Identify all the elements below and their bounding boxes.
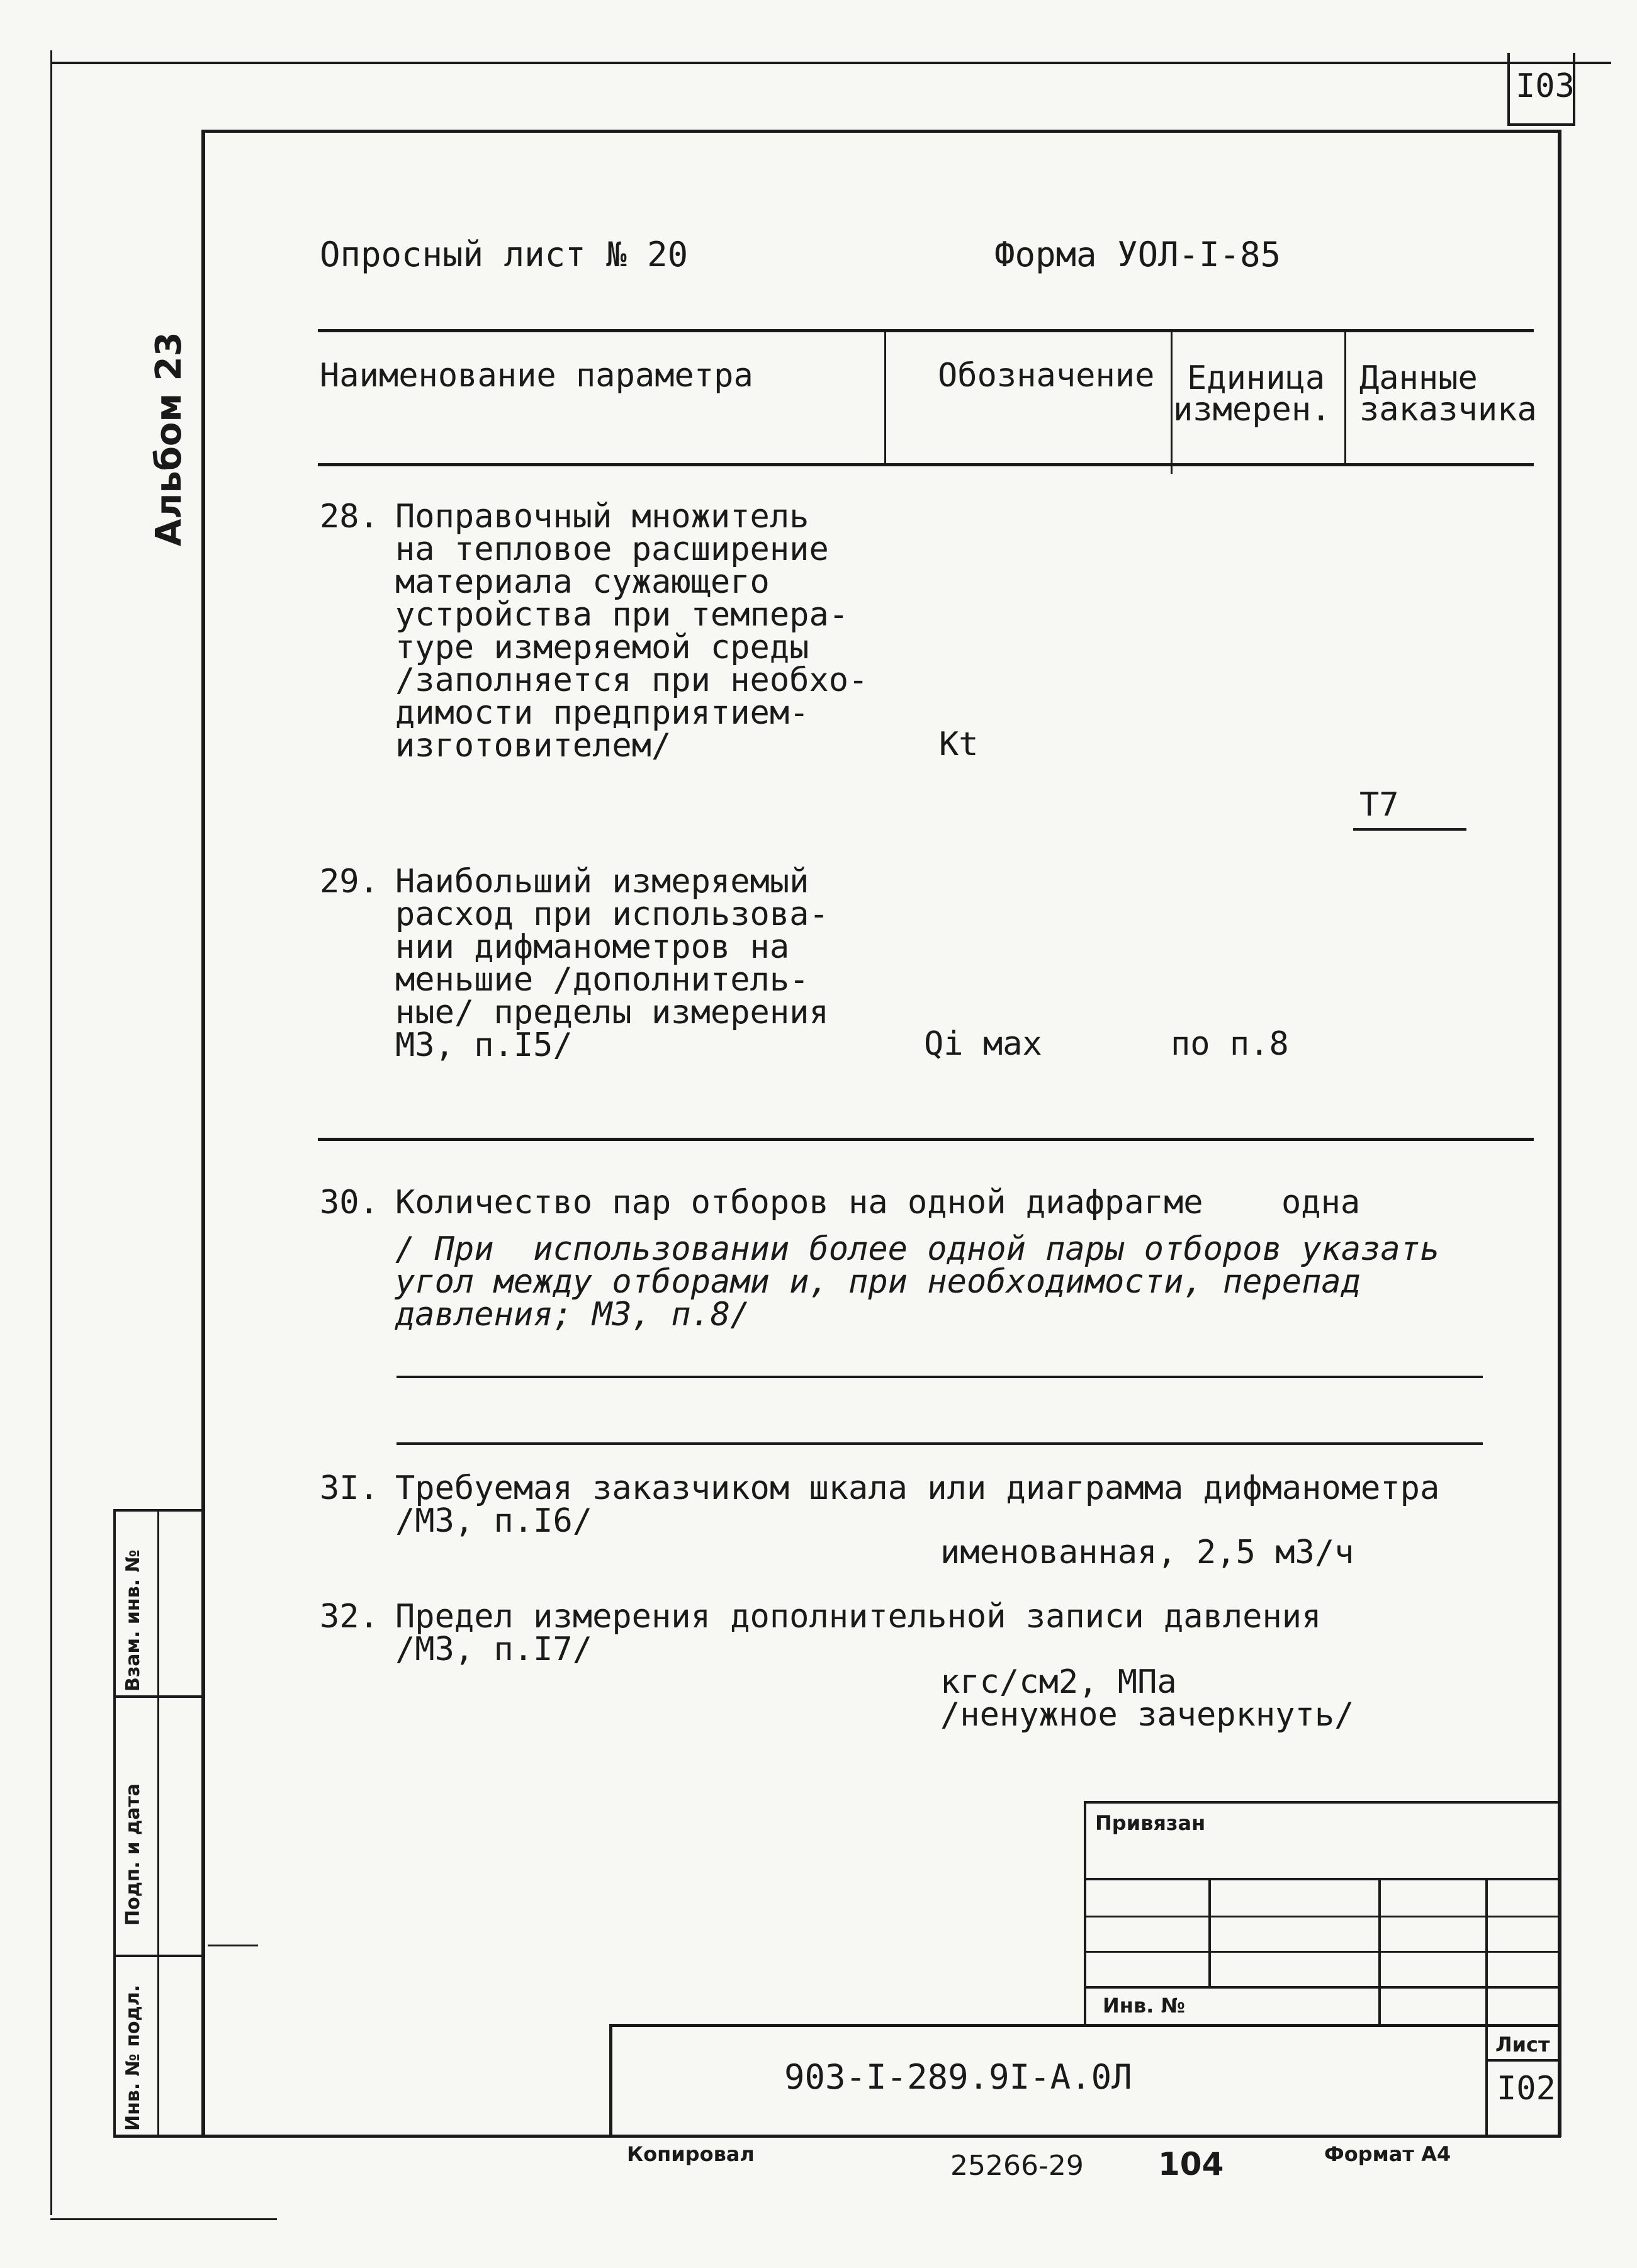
- outer-left-border: [50, 50, 52, 2215]
- item-32-number: 32.: [320, 1598, 379, 1636]
- frame-left-border: [201, 130, 205, 2137]
- privyazan-box-left: [1084, 1801, 1086, 2025]
- side-stamp-top: [113, 1509, 204, 1512]
- item-29-line: ные/ пределы измерения: [395, 994, 829, 1031]
- footer-kopiroval: Копировал: [627, 2142, 755, 2166]
- item-28-line: /заполняется при необхо-: [395, 661, 869, 699]
- divider-after-30-b: [397, 1442, 1483, 1445]
- album-label: Альбом 23: [149, 332, 189, 546]
- table-header-top-line: [318, 329, 1534, 332]
- list-label: Лист: [1495, 2033, 1550, 2057]
- col-header-unit-2: измерен.: [1173, 391, 1331, 429]
- col-header-data-1: Данные: [1359, 359, 1478, 397]
- item-28-line: устройства при темпера-: [395, 596, 849, 634]
- col-divider-1: [884, 329, 886, 464]
- col-header-param: Наименование параметра: [320, 357, 753, 395]
- item-29-value: по п.8: [1171, 1025, 1289, 1063]
- form-code: Форма УОЛ-I-85: [994, 235, 1281, 274]
- col-header-unit-1: Единица: [1187, 359, 1325, 397]
- page-number-top: I03: [1516, 67, 1575, 105]
- frame-right-border: [1558, 130, 1561, 2137]
- item-28-line: материала сужающего: [395, 563, 770, 601]
- item-32-value: /ненужное зачеркнуть/: [940, 1696, 1354, 1734]
- side-stamp-bottom: [113, 2135, 1561, 2138]
- questionnaire-title: Опросный лист № 20: [320, 235, 689, 274]
- item-30-value: одна: [1281, 1184, 1361, 1221]
- item-31-text: /М3, п.I6/: [395, 1502, 593, 1540]
- item-28-designation: Кt: [939, 726, 979, 763]
- item-29-designation: Qi мах: [924, 1025, 1042, 1063]
- col-header-data-2: заказчика: [1359, 391, 1537, 429]
- col-divider-3: [1344, 329, 1346, 464]
- code-box-left: [609, 2024, 612, 2137]
- side-dash: [208, 1945, 258, 1946]
- inv-no-label: Инв. №: [1103, 1994, 1185, 2018]
- frame-top-border: [203, 130, 1561, 133]
- side-stamp-mid: [157, 1509, 159, 2137]
- item-32-value: кгс/см2, МПа: [940, 1663, 1177, 1701]
- item-32-text: /М3, п.I7/: [395, 1631, 593, 1668]
- divider-after-30-a: [397, 1376, 1483, 1378]
- footer-handwritten: 104: [1158, 2146, 1224, 2182]
- side-stamp-inv-podl: Инв. № подл.: [122, 1984, 144, 2131]
- side-stamp-left: [113, 1509, 116, 2137]
- document-code: 903-I-289.9I-А.0Л: [784, 2057, 1132, 2097]
- privyazan-label: Привязан: [1095, 1811, 1206, 1835]
- code-box-top: [609, 2024, 1560, 2027]
- privyazan-row-3: [1084, 1951, 1560, 1953]
- item-29-line: нии дифманометров на: [395, 928, 790, 966]
- item-28-line: туре измеряемой среды: [395, 629, 809, 666]
- item-28-number: 28.: [320, 498, 379, 536]
- item-31-number: 3I.: [320, 1469, 379, 1507]
- item-31-text: Требуемая заказчиком шкала или диаграмма дифманометра: [395, 1469, 1440, 1507]
- side-stamp-sep-2: [113, 1955, 204, 1957]
- privyazan-row-4: [1084, 1986, 1560, 1989]
- privyazan-box-top: [1084, 1801, 1560, 1804]
- divider-after-29: [318, 1138, 1534, 1141]
- col-divider-2: [1171, 329, 1173, 474]
- privyazan-col-2: [1378, 1878, 1381, 2024]
- side-stamp-podp: Подп. и дата: [122, 1783, 144, 1926]
- privyazan-col-1: [1208, 1878, 1211, 1987]
- outer-top-border: [50, 62, 1611, 64]
- item-31-value: именованная, 2,5 м3/ч: [940, 1534, 1354, 1571]
- item-28-line: изготовителем/: [395, 727, 672, 765]
- list-box-sep: [1485, 2059, 1560, 2062]
- item-29-line: М3, п.I5/: [395, 1026, 573, 1064]
- item-30-note: давления; М3, п.8/: [395, 1296, 750, 1333]
- item-28-line: Поправочный множитель: [395, 498, 809, 536]
- table-header-bottom-line: [318, 463, 1534, 466]
- list-number: I02: [1497, 2070, 1556, 2108]
- item-29-number: 29.: [320, 863, 379, 901]
- item-29-line: меньшие /дополнитель-: [395, 961, 809, 999]
- col-header-designation: Обозначение: [938, 357, 1155, 395]
- t7-mark: Т7: [1359, 786, 1399, 824]
- footer-number: 25266-29: [950, 2150, 1084, 2182]
- privyazan-row-2: [1084, 1916, 1560, 1917]
- side-stamp-vzam: Взам. инв. №: [122, 1549, 144, 1692]
- list-box-left: [1485, 2024, 1488, 2137]
- outer-bottom-stub: [50, 2218, 277, 2220]
- item-29-line: Наибольший измеряемый: [395, 863, 809, 901]
- item-28-line: на тепловое расширение: [395, 531, 829, 568]
- item-30-note: угол между отборами и, при необходимости, перепад: [395, 1263, 1361, 1301]
- item-29-line: расход при использова-: [395, 895, 829, 933]
- privyazan-row-1: [1084, 1878, 1560, 1880]
- item-30-number: 30.: [320, 1184, 379, 1221]
- t7-underline: [1353, 828, 1466, 831]
- side-stamp-sep-1: [113, 1695, 204, 1698]
- item-30-note: / При использовании более одной пары отборов указать: [395, 1230, 1440, 1268]
- item-32-text: Предел измерения дополнительной записи давления: [395, 1598, 1322, 1636]
- privyazan-col-3: [1485, 1878, 1488, 2024]
- item-28-line: димости предприятием-: [395, 694, 809, 732]
- footer-format: Формат А4: [1324, 2142, 1451, 2166]
- item-30-text: Количество пар отборов на одной диафрагме: [395, 1184, 1203, 1221]
